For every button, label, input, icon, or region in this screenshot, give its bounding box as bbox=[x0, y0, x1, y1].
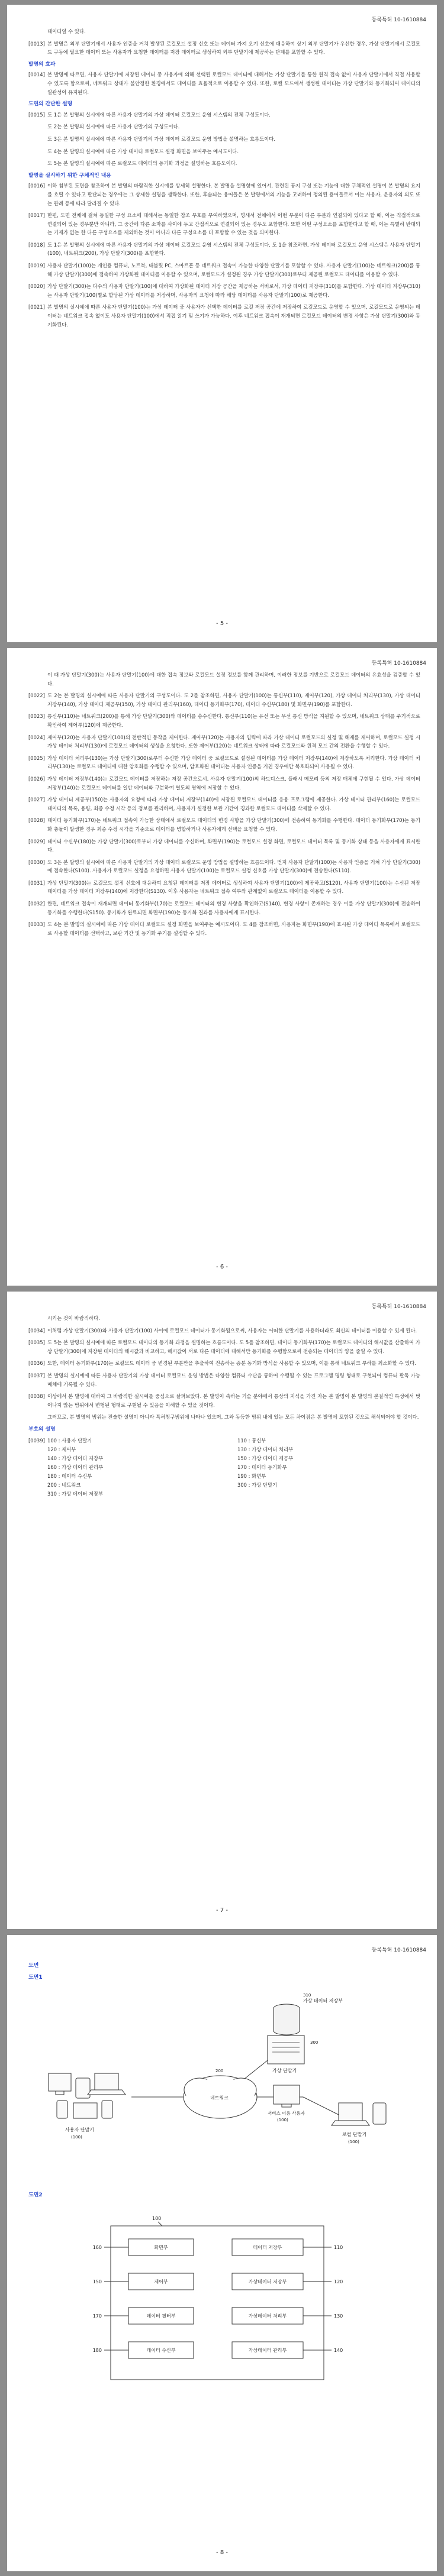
paragraph-text: 가상 데이터 처리부(130)는 가상 단말기(300)로부터 수신한 가상 데이터 중 로컬모드로 설정된 데이터를 가상 데이터 저장부(140)에 저장하도록 처리한다. 가상 데이터 처리부(130)는 로컬모드 데이터에 대한 암호화를 수행할 수 있으며, 암호화된 데이터는 사용자 인증을 거친 경우에만 복호화되어 사용될 수 있다. bbox=[47, 755, 420, 770]
paragraph-text: 통신부(110)는 네트워크(200)를 통해 가상 단말기(300)와 데이터를 송수신한다. 통신부(110)는 유선 또는 무선 통신 방식을 지원할 수 있으며, 네트워크 상태를 주기적으로 확인하여 제어부(120)에 제공한다. bbox=[47, 713, 420, 728]
paragraph bbox=[28, 733, 420, 750]
paragraph-text: 본 발명의 실시예에 따른 사용자 단말기의 가상 데이터 로컬모드 운영 방법은 다양한 컴퓨터 수단을 통하여 수행될 수 있는 프로그램 명령 형태로 구현되어 컴퓨터 판독 가능 매체에 기록될 수 있다. bbox=[47, 1372, 420, 1387]
paragraph-text: 도 2는 본 발명의 실시예에 따른 사용자 단말기의 구성도이다. 도 2를 참조하면, 사용자 단말기(100)는 통신부(110), 제어부(120), 가상 데이터 처리부(130), 가상 데이터 저장부(140), 가상 데이터 제공부(150), 가상 데이터 관리부(160), 데이터 동기화부(170), 데이터 수신부(180) 및 화면부(190)를 포함한다. bbox=[47, 692, 420, 707]
paragraph-text: 또한, 데이터 동기화부(170)는 로컬모드 데이터 중 변경된 부분만을 추출하여 전송하는 증분 동기화 방식을 사용할 수 있으며, 이를 통해 네트워크 부하를 최소화할 수 있다. bbox=[47, 1360, 417, 1367]
section-heading: 도면의 간단한 설명 bbox=[28, 101, 73, 108]
paragraph bbox=[28, 1413, 420, 1422]
paragraph-id: [0013] bbox=[28, 40, 45, 47]
paragraph-text: 사용자 단말기(100)는 개인용 컴퓨터, 노트북, 태블릿 PC, 스마트폰 등 네트워크 접속이 가능한 다양한 단말기를 포함할 수 있다. 사용자 단말기(100)는 네트워크(200)를 통해 가상 단말기(300)에 접속하여 가상화된 데이터를 이용할 수 있으며, 로컬모드가 설정된 경우 가상 단말기(300)로부터 제공된 로컬모드 데이터를 이용할 수 있다. bbox=[47, 263, 420, 277]
symbol-entry: 180 : 데이터 수신부 bbox=[47, 1473, 92, 1479]
paragraph bbox=[28, 1359, 420, 1368]
client-mid-label: 서비스 이용 사용자 bbox=[268, 2111, 305, 2116]
paragraph-text: 본 발명은 외부 단말기에서 사용자 인증을 거쳐 발생된 로컬모드 설정 신호 또는 데이터 가져 오기 신호에 대응하여 상기 외부 단말기가 우선한 경우, 가상 단말기에서 로컬모드 구동에 필요한 데이터 또는 사용자가 요청한 데이터를 저장 데이터로 생성하여 외부 단말기에 제공하는 단계를 포함할 수 있다. bbox=[47, 40, 420, 56]
block-ref: 160 bbox=[92, 2245, 102, 2250]
paragraph-id: [0025] bbox=[28, 755, 45, 761]
paragraph-text: 도 3은 본 발명의 실시예에 따른 사용자 단말기의 가상 데이터 로컬모드 운영 방법을 설명하는 흐름도이다. 먼저 사용자 단말기(100)는 사용자 인증을 거쳐 가상 단말기(300)에 접속한다(S100). 사용자가 로컬모드 설정을 요청하면 사용자 단말기(100)는 로컬모드 설정 신호를 가상 단말기(300)에 전송한다(S110). bbox=[47, 859, 420, 874]
paragraph bbox=[28, 135, 420, 144]
block-label: 가상데이터 저장부 bbox=[248, 2279, 287, 2284]
paragraph-text: 도 2는 본 발명의 실시예에 따른 사용자 단말기의 구성도이다. bbox=[47, 124, 180, 130]
paragraph bbox=[28, 1392, 420, 1409]
block-label: 데이터 수신부 bbox=[146, 2348, 176, 2353]
paragraph-id: [0037] bbox=[28, 1372, 45, 1378]
symbol-entry: 110 : 통신부 bbox=[237, 1437, 266, 1444]
client-left-label: 사용자 단말기 bbox=[65, 2127, 94, 2132]
page-number: - 7 - bbox=[216, 1907, 228, 1914]
paragraph-text: 한편, 도면 전체에 걸쳐 동일한 구성 요소에 대해서는 동일한 참조 부호를 부여하였으며, 명세서 전체에서 어떤 부분이 다른 부분과 연결되어 있다고 할 때, 이는 직접적으로 연결되어 있는 경우뿐만 아니라, 그 중간에 다른 소자를 사이에 두고 간접적으로 연결되어 있는 경우도 포함한다. 또한 어떤 구성요소를 포함한다고 할 때, 이는 특별히 반대되는 기재가 없는 한 다른 구성요소를 제외하는 것이 아니라 다른 구성요소를 더 포함할 수 있는 것을 의미한다. bbox=[47, 212, 420, 236]
device-ref-leader bbox=[158, 2222, 162, 2226]
block-ref: 110 bbox=[334, 2245, 343, 2250]
symbol-entry: 140 : 가상 데이터 저장부 bbox=[47, 1455, 104, 1461]
symbols-block bbox=[28, 1436, 420, 1499]
left-client-devices-icon bbox=[49, 2073, 126, 2118]
device-ref: 100 bbox=[152, 2216, 162, 2221]
paragraph bbox=[28, 70, 420, 96]
paragraph-text: 이 때 가상 단말기(300)는 사용자 단말기(100)에 대한 접속 정보와 로컬모드 설정 정보를 함께 관리하며, 이러한 정보를 기반으로 로컬모드 데이터의 유효성을 검증할 수 있다. bbox=[47, 672, 420, 687]
paragraph bbox=[28, 1314, 420, 1323]
block-label: 화면부 bbox=[154, 2245, 168, 2250]
middle-client-device-icon bbox=[274, 2085, 300, 2107]
figure-2-title: 도면2 bbox=[28, 2192, 43, 2198]
paragraph-text: 가상 단말기(300)는 로컬모드 설정 신호에 대응하여 요청된 데이터를 저장 데이터로 생성하여 사용자 단말기(100)에 제공하고(S120), 사용자 단말기(100)는 수신된 저장 데이터를 가상 데이터 저장부(140)에 저장한다(S130). 이후 사용자는 네트워크 접속 여부와 관계없이 로컬모드 데이터를 이용할 수 있다. bbox=[47, 879, 420, 895]
storage-label: 가상 데이터 저장부 bbox=[303, 1998, 343, 2004]
paragraph bbox=[28, 879, 420, 896]
paragraph-id bbox=[28, 1314, 47, 1323]
patent-number: 등록특허 10-1610884 bbox=[371, 17, 426, 23]
paragraph bbox=[28, 27, 420, 36]
client-mid-ref: (100) bbox=[277, 2118, 288, 2122]
right-client-devices-icon bbox=[332, 2103, 386, 2125]
document-page-3 bbox=[7, 1292, 437, 1929]
paragraph bbox=[28, 691, 420, 708]
paragraph-id bbox=[28, 147, 47, 156]
paragraph-id: [0019] bbox=[28, 263, 45, 269]
paragraph-id: [0015] bbox=[28, 111, 45, 118]
paragraph-id: [0020] bbox=[28, 283, 45, 290]
paragraph-id: [0034] bbox=[28, 1327, 45, 1334]
block-ref: 130 bbox=[334, 2313, 343, 2319]
paragraph-text: 그러므로, 본 발명의 범위는 전술한 설명이 아니라 특허청구범위에 나타나 있으며, 그와 동등한 범위 내에 있는 모든 차이점은 본 발명에 포함된 것으로 해석되어야 할 것이다. bbox=[47, 1414, 419, 1420]
paragraph-text: 이처럼 가상 단말기(300)와 사용자 단말기(100) 사이에 로컬모드 데이터가 동기화됨으로써, 사용자는 어떠한 단말기를 사용하더라도 최신의 데이터를 이용할 수 있게 된다. bbox=[47, 1327, 417, 1334]
paragraph bbox=[28, 1326, 420, 1335]
paragraph-text: 제어부(120)는 사용자 단말기(100)의 전반적인 동작을 제어한다. 제어부(120)는 사용자의 입력에 따라 가상 데이터 로컬모드의 설정 및 해제를 제어하며, 로컬모드 설정 시 가상 데이터 처리부(130)에 로컬모드 데이터의 생성을 요청한다. 또한 제어부(120)는 네트워크 상태에 따라 로컬모드와 원격 모드 간의 전환을 수행할 수 있다. bbox=[47, 734, 420, 749]
storage-ref: 310 bbox=[303, 1993, 311, 1998]
paragraph-text: 데이터 동기화부(170)는 네트워크 접속이 가능한 상태에서 로컬모드 데이터의 변경 사항을 가상 단말기(300)에 전송하여 동기화를 수행한다. 데이터 동기화부(170)는 동기화 충돌이 발생한 경우 최종 수정 시각을 기준으로 데이터를 병합하거나 사용자에게 선택을 요청할 수 있다. bbox=[47, 817, 420, 832]
paragraph-id: [0029] bbox=[28, 838, 45, 844]
paragraph-id: [0031] bbox=[28, 879, 45, 886]
block-label: 제어부 bbox=[154, 2279, 168, 2284]
paragraph bbox=[28, 795, 420, 813]
paragraph-id: [0038] bbox=[28, 1393, 45, 1400]
paragraph bbox=[28, 147, 420, 156]
paragraph-text: 본 발명에 따르면, 사용자 단말기에 저장된 데이터 중 사용자에 의해 선택된 로컬모드 데이터에 대해서는 가상 단말기를 통한 원격 접속 없이 사용자 단말기에서 직접 사용할 수 있도록 함으로써, 네트워크 상태가 불안정한 환경에서도 데이터를 효율적으로 이용할 수 있다. 또한, 로컬 모드에서 생성된 데이터는 가상 단말기와 동기화되어 데이터의 일관성이 유지된다. bbox=[47, 72, 420, 95]
symbol-entry: 130 : 가상 데이터 처리부 bbox=[237, 1446, 294, 1452]
paragraph bbox=[28, 122, 420, 131]
block-ref: 170 bbox=[92, 2313, 102, 2319]
paragraph bbox=[28, 241, 420, 258]
paragraph bbox=[28, 858, 420, 875]
server-ref: 300 bbox=[310, 2040, 318, 2045]
symbol-entry: 150 : 가상 데이터 제공부 bbox=[237, 1455, 294, 1461]
paragraph bbox=[28, 1371, 420, 1389]
patent-number: 등록특허 10-1610884 bbox=[371, 1947, 426, 1953]
paragraph bbox=[28, 261, 420, 279]
block-label: 데이터 필터부 bbox=[146, 2313, 176, 2319]
drawings-heading: 도면 bbox=[28, 1963, 39, 1969]
figure-1-diagram bbox=[7, 1985, 437, 2180]
paragraph-text: 도 5는 본 발명의 실시예에 따른 로컬모드 데이터의 동기화 과정을 설명하는 흐름도이다. 도 5를 참조하면, 데이터 동기화부(170)는 로컬모드 데이터의 해시값을 산출하여 가상 단말기(300)에 저장된 데이터의 해시값과 비교하고, 해시값이 서로 다른 데이터에 대해서만 동기화를 수행함으로써 전송되는 데이터의 양을 줄일 수 있다. bbox=[47, 1339, 420, 1354]
paragraph-text: 본 발명의 실시예에 따른 사용자 단말기(100)는 가상 데이터 중 사용자가 선택한 데이터를 로컬 저장 공간에 저장하여 로컬모드로 운영할 수 있으며, 로컬모드로 운영되는 데이터는 네트워크 접속 없이도 사용자 단말기(100)에서 직접 읽기 및 쓰기가 가능하다. 이후 네트워크 접속이 재개되면 로컬모드 데이터의 변경 사항은 가상 단말기(300)와 동기화된다. bbox=[47, 304, 420, 328]
paragraph-id: [0016] bbox=[28, 183, 45, 189]
paragraph bbox=[28, 159, 420, 168]
symbol-entry bbox=[237, 1490, 420, 1499]
paragraph-text: 도 1은 본 발명의 실시예에 따른 사용자 단말기의 가상 데이터 로컬모드 운영 시스템의 전체 구성도이다. bbox=[47, 111, 271, 118]
symbol-entry: 190 : 화면부 bbox=[237, 1473, 266, 1479]
document-page-1 bbox=[7, 5, 437, 642]
paragraph-id: [0021] bbox=[28, 304, 45, 310]
paragraph-text: 도 5는 본 발명의 실시예에 따른 로컬모드 데이터의 동기화 과정을 설명하는 흐름도이다. bbox=[47, 160, 237, 167]
paragraph-id: [0033] bbox=[28, 921, 45, 928]
paragraph-id: [0024] bbox=[28, 734, 45, 740]
section-heading: 발명을 실시하기 위한 구체적인 내용 bbox=[28, 172, 111, 179]
paragraph-text: 데이터 수신부(180)는 가상 단말기(300)로부터 가상 데이터를 수신하며, 화면부(190)는 로컬모드 설정 화면, 로컬모드 데이터 목록 및 동기화 상태 등을 사용자에게 표시한다. bbox=[47, 838, 420, 853]
network-label: 네트워크 bbox=[210, 2095, 229, 2101]
paragraph bbox=[28, 1338, 420, 1355]
symbol-entry: 200 : 네트워크 bbox=[47, 1481, 81, 1488]
paragraph-id bbox=[28, 122, 47, 131]
figure-2-diagram bbox=[7, 2202, 437, 2397]
paragraph-id bbox=[28, 159, 47, 168]
symbols-heading: 부호의 설명 bbox=[28, 1426, 56, 1432]
block-ref: 140 bbox=[334, 2348, 343, 2353]
symbol-entry: 170 : 데이터 동기화부 bbox=[237, 1464, 287, 1470]
network-ref: 200 bbox=[215, 2069, 224, 2073]
paragraph bbox=[28, 837, 420, 855]
paragraph-id: [0039] bbox=[28, 1437, 45, 1444]
page-3-paragraphs bbox=[28, 1314, 420, 1422]
paragraph-id: [0018] bbox=[28, 241, 45, 248]
paragraph bbox=[28, 111, 420, 119]
paragraph-id bbox=[28, 135, 47, 144]
server-storage-icon bbox=[274, 2004, 300, 2035]
paragraph-id bbox=[28, 1413, 47, 1422]
paragraph-id: [0035] bbox=[28, 1339, 45, 1346]
paragraph-text: 가상 단말기(300)는 다수의 사용자 단말기(100)에 대하여 가상화된 데이터 저장 공간을 제공하는 서버로서, 가상 데이터 저장부(310)를 포함한다. 가상 데이터 저장부(310)는 사용자 단말기(100)별로 할당된 가상 데이터를 저장하며, 사용자의 요청에 따라 해당 데이터를 사용자 단말기(100)로 제공한다. bbox=[47, 283, 420, 298]
paragraph-text: 한편, 네트워크 접속이 재개되면 데이터 동기화부(170)는 로컬모드 데이터의 변경 사항을 확인하고(S140), 변경 사항이 존재하는 경우 이를 가상 단말기(300)에 전송하여 동기화를 수행한다(S150). 동기화가 완료되면 화면부(190)는 동기화 결과를 사용자에게 표시한다. bbox=[47, 901, 420, 915]
symbol-entry: 160 : 가상 데이터 관리부 bbox=[47, 1464, 104, 1470]
symbols-table bbox=[47, 1436, 420, 1499]
page-1-content bbox=[28, 27, 420, 332]
paragraph-text: 가상 데이터 저장부(140)는 로컬모드 데이터를 저장하는 저장 공간으로서, 사용자 단말기(100)의 하드디스크, 플래시 메모리 등의 저장 매체에 구현될 수 있다. 가상 데이터 저장부(140)는 로컬모드 데이터를 일반 데이터와 구분하여 별도의 영역에 저장할 수 있다. bbox=[47, 775, 420, 791]
paragraph-text: 도 1은 본 발명의 실시예에 따른 사용자 단말기의 가상 데이터 로컬모드 운영 시스템의 전체 구성도이다. 도 1을 참조하면, 가상 데이터 로컬모드 운영 시스템은 사용자 단말기(100), 네트워크(200), 가상 단말기(300)를 포함한다. bbox=[47, 241, 421, 257]
section-heading: 발명의 효과 bbox=[28, 61, 56, 67]
document-page-4 bbox=[7, 1935, 437, 2571]
paragraph bbox=[28, 303, 420, 329]
paragraph-text: 도 4는 본 발명의 실시예에 따른 가상 데이터 로컬모드 설정 화면을 보여주는 예시도이다. bbox=[47, 148, 239, 154]
paragraph bbox=[28, 211, 420, 237]
paragraph-id: [0017] bbox=[28, 212, 45, 219]
block-ref: 120 bbox=[334, 2279, 343, 2284]
symbol-entry: 100 : 사용자 단말기 bbox=[47, 1437, 92, 1444]
paragraph-id bbox=[28, 27, 47, 36]
paragraph bbox=[28, 899, 420, 917]
block-ref: 150 bbox=[92, 2279, 102, 2284]
paragraph-id: [0036] bbox=[28, 1360, 45, 1367]
page-number: - 8 - bbox=[216, 2549, 228, 2556]
client-right-label: 로컬 단말기 bbox=[342, 2132, 367, 2137]
block-label: 가상데이터 처리부 bbox=[248, 2313, 287, 2319]
figure-1-title: 도면1 bbox=[28, 1975, 43, 1980]
paragraph-id: [0023] bbox=[28, 713, 45, 720]
paragraph-id bbox=[28, 671, 47, 688]
paragraph-id: [0032] bbox=[28, 901, 45, 907]
paragraph bbox=[28, 754, 420, 771]
page-number: - 5 - bbox=[216, 620, 228, 627]
paragraph-id: [0022] bbox=[28, 692, 45, 699]
paragraph-id: [0026] bbox=[28, 775, 45, 782]
paragraph-text: 이상에서 본 발명에 대하여 그 바람직한 실시예를 중심으로 살펴보았다. 본 발명이 속하는 기술 분야에서 통상의 지식을 가진 자는 본 발명이 본 발명의 본질적인 특성에서 벗어나지 않는 범위에서 변형된 형태로 구현될 수 있음을 이해할 수 있을 것이다. bbox=[47, 1393, 420, 1408]
paragraph-id: [0027] bbox=[28, 797, 45, 803]
page-number: - 6 - bbox=[216, 1264, 228, 1270]
client-right-ref: (100) bbox=[348, 2140, 359, 2144]
paragraph bbox=[28, 282, 420, 299]
patent-number: 등록특허 10-1610884 bbox=[371, 1304, 426, 1310]
block-ref: 180 bbox=[92, 2348, 102, 2353]
page-3-content bbox=[28, 1314, 420, 1499]
paragraph-text: 시키는 것이 바람직하다. bbox=[47, 1315, 100, 1321]
paragraph bbox=[28, 182, 420, 208]
server-label: 가상 단말기 bbox=[272, 2068, 297, 2073]
block-label: 데이터 저장부 bbox=[253, 2245, 282, 2250]
client-left-ref: (100) bbox=[71, 2135, 82, 2140]
paragraph-id: [0014] bbox=[28, 72, 45, 78]
block-label: 가상데이터 관리부 bbox=[248, 2348, 287, 2353]
symbol-entry: 300 : 가상 단말기 bbox=[237, 1481, 278, 1488]
paragraph bbox=[28, 671, 420, 688]
paragraph bbox=[28, 712, 420, 729]
document-page-2 bbox=[7, 648, 437, 1286]
paragraph bbox=[28, 816, 420, 833]
symbol-entry: 310 : 가상 데이터 저장부 bbox=[47, 1490, 104, 1497]
paragraph bbox=[28, 40, 420, 57]
patent-number: 등록특허 10-1610884 bbox=[371, 661, 426, 666]
paragraph-text: 이하 첨부된 도면을 참조하여 본 발명의 바람직한 실시예를 상세히 설명한다. 본 발명을 설명함에 있어서, 관련된 공지 구성 또는 기능에 대한 구체적인 설명이 본 발명의 요지를 흐릴 수 있다고 판단되는 경우에는 그 상세한 설명을 생략한다. 또한, 후술되는 용어들은 본 발명에서의 기능을 고려하여 정의된 용어들로서 이는 사용자, 운용자의 의도 또는 관례 등에 따라 달라질 수 있다. bbox=[47, 183, 420, 206]
paragraph-text: 가상 데이터 제공부(150)는 사용자의 요청에 따라 가상 데이터 저장부(140)에 저장된 로컬모드 데이터를 응용 프로그램에 제공한다. 가상 데이터 관리부(160)는 로컬모드 데이터의 목록, 용량, 최종 수정 시각 등의 정보를 관리하며, 사용자가 설정한 보관 기간이 경과한 로컬모드 데이터를 삭제할 수 있다. bbox=[47, 797, 420, 811]
symbol-entry: 120 : 제어부 bbox=[47, 1446, 76, 1452]
paragraph-text: 도 3은 본 발명의 실시예에 따른 사용자 단말기의 가상 데이터 로컬모드 운영 방법을 설명하는 흐름도이다. bbox=[47, 135, 276, 142]
paragraph bbox=[28, 920, 420, 937]
paragraph-text: 도 4는 본 발명의 실시예에 따른 가상 데이터 로컬모드 설정 화면을 보여주는 예시도이다. 도 4를 참조하면, 사용자는 화면부(190)에 표시된 가상 데이터 목록에서 로컬모드로 사용할 데이터를 선택하고, 보관 기간 및 동기화 주기를 설정할 수 있다. bbox=[47, 921, 420, 936]
paragraph bbox=[28, 775, 420, 792]
paragraph-id: [0028] bbox=[28, 817, 45, 824]
paragraph-id: [0030] bbox=[28, 859, 45, 865]
page-2-content bbox=[28, 671, 420, 941]
server-icon bbox=[268, 2035, 304, 2064]
paragraph-text: 데이터일 수 있다. bbox=[47, 28, 86, 34]
